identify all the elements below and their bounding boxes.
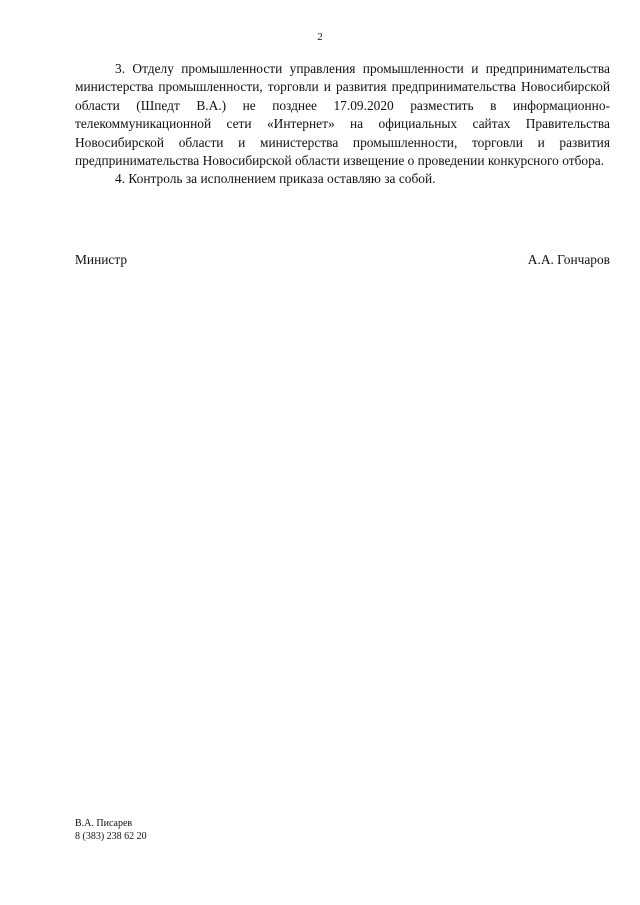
paragraph-item-4: 4. Контроль за исполнением приказа оставляю за собой.	[115, 171, 436, 187]
paragraph-item-3: 3. Отделу промышленности управления промышленности и предпринимательства министерства промышленности, торговли и развития предпринимательства Новосибирской области (Шпедт В.А.) не позднее 17.09.2020 разместить в информационно-телекоммуникационной сети «Интернет» на официальных сайтах Правительства Новосибирской области и министерства промышленности, торговли и развития предпринимательства Новосибирской области извещение о проведении конкурсного отбора.	[75, 61, 610, 169]
page-number: 2	[317, 31, 323, 43]
document-body	[75, 60, 610, 189]
signatory-name: А.А. Гончаров	[527, 252, 610, 267]
executor-name: В.А. Писарев	[75, 818, 133, 829]
executor-footer	[75, 817, 147, 843]
signature-block	[75, 252, 610, 268]
executor-phone: 8 (383) 238 62 20	[75, 831, 147, 842]
signatory-position: Министр	[75, 252, 128, 267]
